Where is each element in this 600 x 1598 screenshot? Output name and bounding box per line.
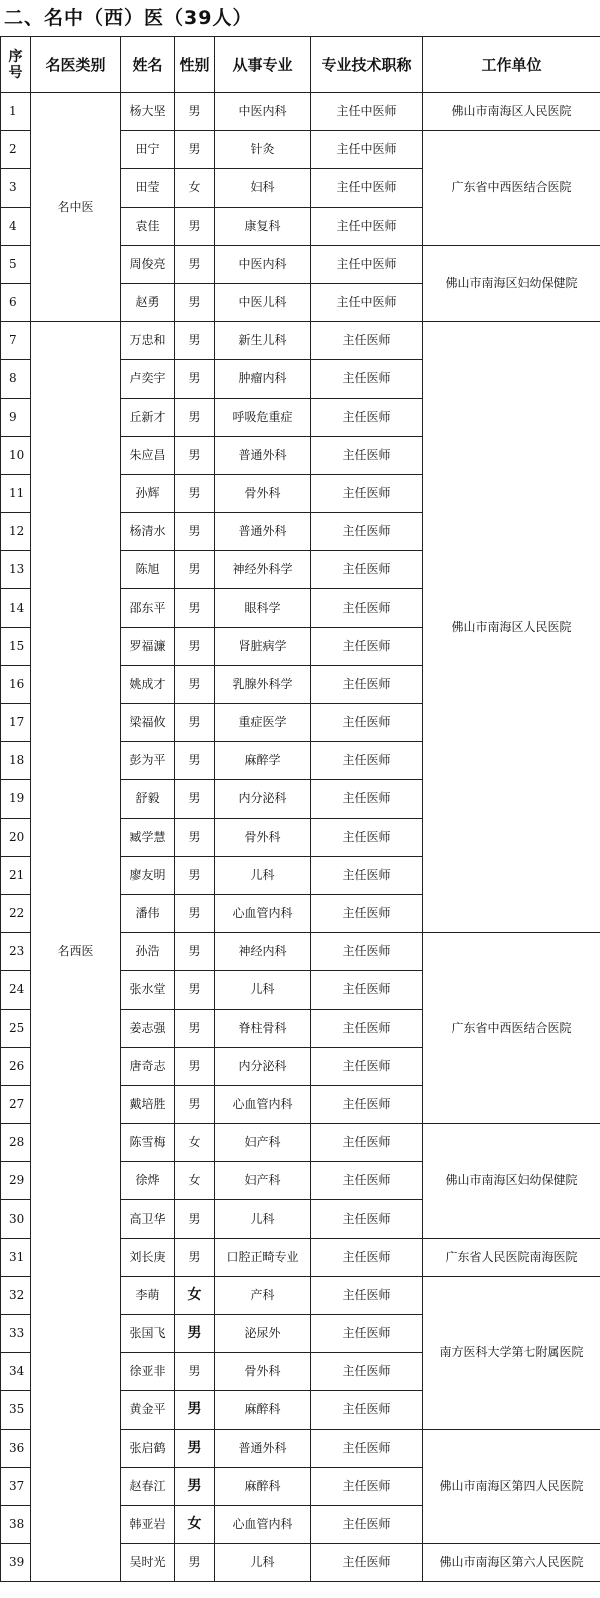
row-number: 34 (1, 1353, 31, 1391)
doctor-name: 舒毅 (121, 780, 175, 818)
doctor-gender: 男 (175, 1085, 215, 1123)
doctor-name: 朱应昌 (121, 436, 175, 474)
work-unit: 佛山市南海区妇幼保健院 (423, 245, 600, 321)
header-gender: 性别 (175, 37, 215, 93)
row-number: 8 (1, 360, 31, 398)
row-number: 35 (1, 1391, 31, 1429)
doctor-specialty: 内分泌科 (215, 1047, 311, 1085)
doctor-name: 田莹 (121, 169, 175, 207)
doctor-name: 孙浩 (121, 933, 175, 971)
doctor-rank: 主任医师 (311, 513, 423, 551)
header-category: 名医类别 (31, 37, 121, 93)
doctor-rank: 主任医师 (311, 1505, 423, 1543)
doctor-name: 徐烨 (121, 1162, 175, 1200)
doctor-gender: 男 (175, 283, 215, 321)
doctor-specialty: 口腔正畸专业 (215, 1238, 311, 1276)
table-row (1, 93, 600, 131)
doctor-name: 梁福攸 (121, 704, 175, 742)
doctor-rank: 主任医师 (311, 1353, 423, 1391)
doctor-specialty: 中医儿科 (215, 283, 311, 321)
doctor-rank: 主任医师 (311, 1238, 423, 1276)
header-specialty: 从事专业 (215, 37, 311, 93)
doctor-rank: 主任医师 (311, 322, 423, 360)
doctor-specialty: 麻醉科 (215, 1391, 311, 1429)
doctor-name: 刘长庚 (121, 1238, 175, 1276)
doctor-rank: 主任医师 (311, 360, 423, 398)
row-number: 18 (1, 742, 31, 780)
row-number: 21 (1, 856, 31, 894)
doctor-rank: 主任医师 (311, 1315, 423, 1353)
doctor-gender: 男 (175, 1429, 215, 1467)
row-number: 13 (1, 551, 31, 589)
doctor-gender: 男 (175, 551, 215, 589)
doctor-rank: 主任中医师 (311, 93, 423, 131)
doctor-rank: 主任医师 (311, 1009, 423, 1047)
doctor-gender: 男 (175, 245, 215, 283)
page-title: 二、名中（西）医（39人） (4, 7, 253, 29)
doctor-name: 周俊亮 (121, 245, 175, 283)
doctor-gender: 男 (175, 436, 215, 474)
doctor-gender: 男 (175, 474, 215, 512)
doctor-name: 张启鹤 (121, 1429, 175, 1467)
header-no: 序号 (1, 37, 31, 93)
row-number: 7 (1, 322, 31, 360)
doctor-specialty: 乳腺外科学 (215, 665, 311, 703)
row-number: 36 (1, 1429, 31, 1467)
row-number: 31 (1, 1238, 31, 1276)
row-number: 1 (1, 93, 31, 131)
row-number: 33 (1, 1315, 31, 1353)
doctor-gender: 男 (175, 704, 215, 742)
doctor-specialty: 妇科 (215, 169, 311, 207)
doctor-name: 高卫华 (121, 1200, 175, 1238)
doctor-specialty: 产科 (215, 1276, 311, 1314)
doctor-name: 张国飞 (121, 1315, 175, 1353)
doctor-rank: 主任医师 (311, 1429, 423, 1467)
doctor-specialty: 儿科 (215, 1544, 311, 1582)
doctor-gender: 男 (175, 1238, 215, 1276)
doctor-gender: 男 (175, 207, 215, 245)
doctor-name: 姜志强 (121, 1009, 175, 1047)
row-number: 32 (1, 1276, 31, 1314)
doctor-rank: 主任医师 (311, 818, 423, 856)
doctor-rank: 主任医师 (311, 1544, 423, 1582)
doctor-gender: 男 (175, 131, 215, 169)
doctor-gender: 男 (175, 780, 215, 818)
row-number: 14 (1, 589, 31, 627)
doctor-gender: 男 (175, 1315, 215, 1353)
doctor-specialty: 脊柱骨科 (215, 1009, 311, 1047)
doctor-gender: 女 (175, 1124, 215, 1162)
doctor-specialty: 普通外科 (215, 1429, 311, 1467)
doctor-specialty: 儿科 (215, 1200, 311, 1238)
doctor-name: 李萌 (121, 1276, 175, 1314)
doctor-specialty: 心血管内科 (215, 894, 311, 932)
doctor-rank: 主任医师 (311, 742, 423, 780)
doctor-rank: 主任医师 (311, 1391, 423, 1429)
doctor-name: 黄金平 (121, 1391, 175, 1429)
doctor-specialty: 心血管内科 (215, 1085, 311, 1123)
doctor-gender: 男 (175, 1467, 215, 1505)
doctor-rank: 主任医师 (311, 398, 423, 436)
doctor-name: 万忠和 (121, 322, 175, 360)
doctor-rank: 主任医师 (311, 1200, 423, 1238)
doctor-specialty: 妇产科 (215, 1124, 311, 1162)
doctor-specialty: 普通外科 (215, 513, 311, 551)
table-header-row (1, 37, 600, 93)
row-number: 17 (1, 704, 31, 742)
doctor-specialty: 麻醉学 (215, 742, 311, 780)
doctor-rank: 主任医师 (311, 551, 423, 589)
doctor-rank: 主任中医师 (311, 169, 423, 207)
doctor-name: 张水堂 (121, 971, 175, 1009)
doctor-specialty: 肾脏病学 (215, 627, 311, 665)
doctor-name: 赵春江 (121, 1467, 175, 1505)
doctor-specialty: 妇产科 (215, 1162, 311, 1200)
doctor-rank: 主任医师 (311, 1085, 423, 1123)
row-number: 15 (1, 627, 31, 665)
row-number: 23 (1, 933, 31, 971)
row-number: 30 (1, 1200, 31, 1238)
doctor-gender: 男 (175, 1009, 215, 1047)
doctor-name: 田宁 (121, 131, 175, 169)
doctor-specialty: 神经内科 (215, 933, 311, 971)
doctor-specialty: 神经外科学 (215, 551, 311, 589)
doctor-specialty: 普通外科 (215, 436, 311, 474)
doctor-name: 姚成才 (121, 665, 175, 703)
doctor-specialty: 心血管内科 (215, 1505, 311, 1543)
doctor-specialty: 针灸 (215, 131, 311, 169)
doctor-specialty: 中医内科 (215, 245, 311, 283)
doctor-name: 杨清水 (121, 513, 175, 551)
doctor-rank: 主任医师 (311, 1047, 423, 1085)
doctor-name: 陈雪梅 (121, 1124, 175, 1162)
work-unit: 广东省人民医院南海医院 (423, 1238, 600, 1276)
row-number: 6 (1, 283, 31, 321)
doctor-gender: 男 (175, 1200, 215, 1238)
doctor-name: 赵勇 (121, 283, 175, 321)
row-number: 37 (1, 1467, 31, 1505)
row-number: 29 (1, 1162, 31, 1200)
doctor-rank: 主任医师 (311, 1162, 423, 1200)
work-unit: 南方医科大学第七附属医院 (423, 1276, 600, 1429)
doctor-name: 戴培胜 (121, 1085, 175, 1123)
doctor-specialty: 骨外科 (215, 1353, 311, 1391)
doctor-name: 陈旭 (121, 551, 175, 589)
doctor-rank: 主任医师 (311, 780, 423, 818)
doctor-specialty: 泌尿外 (215, 1315, 311, 1353)
row-number: 16 (1, 665, 31, 703)
category-cell: 名西医 (31, 322, 121, 1582)
doctor-gender: 男 (175, 856, 215, 894)
doctor-name: 邵东平 (121, 589, 175, 627)
work-unit: 佛山市南海区人民医院 (423, 322, 600, 933)
doctor-name: 徐亚非 (121, 1353, 175, 1391)
doctor-rank: 主任医师 (311, 589, 423, 627)
doctor-gender: 男 (175, 818, 215, 856)
doctor-name: 孙辉 (121, 474, 175, 512)
doctor-rank: 主任医师 (311, 1467, 423, 1505)
doctor-name: 罗福濂 (121, 627, 175, 665)
work-unit: 佛山市南海区第六人民医院 (423, 1544, 600, 1582)
doctor-rank: 主任中医师 (311, 245, 423, 283)
doctor-gender: 男 (175, 894, 215, 932)
table-row (1, 322, 600, 360)
row-number: 4 (1, 207, 31, 245)
work-unit: 佛山市南海区人民医院 (423, 93, 600, 131)
doctor-specialty: 骨外科 (215, 474, 311, 512)
doctor-rank: 主任医师 (311, 894, 423, 932)
header-name: 姓名 (121, 37, 175, 93)
row-number: 19 (1, 780, 31, 818)
category-cell: 名中医 (31, 93, 121, 322)
doctor-gender: 男 (175, 742, 215, 780)
doctor-gender: 女 (175, 1276, 215, 1314)
doctor-gender: 男 (175, 1544, 215, 1582)
doctor-gender: 男 (175, 398, 215, 436)
header-unit: 工作单位 (423, 37, 600, 93)
doctor-rank: 主任医师 (311, 971, 423, 1009)
doctor-rank: 主任医师 (311, 856, 423, 894)
doctor-gender: 男 (175, 627, 215, 665)
doctor-rank: 主任中医师 (311, 131, 423, 169)
doctor-rank: 主任医师 (311, 1276, 423, 1314)
doctor-specialty: 康复科 (215, 207, 311, 245)
row-number: 24 (1, 971, 31, 1009)
row-number: 10 (1, 436, 31, 474)
row-number: 9 (1, 398, 31, 436)
doctor-gender: 男 (175, 971, 215, 1009)
work-unit: 佛山市南海区第四人民医院 (423, 1429, 600, 1544)
doctor-rank: 主任医师 (311, 436, 423, 474)
doctor-rank: 主任医师 (311, 704, 423, 742)
row-number: 39 (1, 1544, 31, 1582)
doctor-gender: 男 (175, 1353, 215, 1391)
doctor-rank: 主任中医师 (311, 283, 423, 321)
row-number: 28 (1, 1124, 31, 1162)
doctor-rank: 主任医师 (311, 1124, 423, 1162)
doctor-rank: 主任医师 (311, 933, 423, 971)
doctor-name: 唐奇志 (121, 1047, 175, 1085)
row-number: 2 (1, 131, 31, 169)
doctor-name: 袁佳 (121, 207, 175, 245)
doctor-specialty: 儿科 (215, 971, 311, 1009)
table-body (1, 93, 600, 1582)
doctor-specialty: 呼吸危重症 (215, 398, 311, 436)
doctor-gender: 女 (175, 1505, 215, 1543)
doctor-specialty: 儿科 (215, 856, 311, 894)
row-number: 20 (1, 818, 31, 856)
doctor-name: 韩亚岩 (121, 1505, 175, 1543)
doctor-gender: 男 (175, 589, 215, 627)
header-rank: 专业技术职称 (311, 37, 423, 93)
doctor-name: 吴时光 (121, 1544, 175, 1582)
row-number: 22 (1, 894, 31, 932)
doctor-specialty: 中医内科 (215, 93, 311, 131)
row-number: 26 (1, 1047, 31, 1085)
doctor-specialty: 骨外科 (215, 818, 311, 856)
doctor-name: 卢奕宇 (121, 360, 175, 398)
doctor-roster-table (0, 36, 600, 1582)
doctor-name: 彭为平 (121, 742, 175, 780)
doctor-gender: 男 (175, 322, 215, 360)
doctor-specialty: 重症医学 (215, 704, 311, 742)
doctor-specialty: 麻醉科 (215, 1467, 311, 1505)
doctor-rank: 主任中医师 (311, 207, 423, 245)
doctor-name: 臧学慧 (121, 818, 175, 856)
doctor-gender: 男 (175, 93, 215, 131)
doctor-gender: 男 (175, 665, 215, 703)
row-number: 11 (1, 474, 31, 512)
row-number: 25 (1, 1009, 31, 1047)
doctor-rank: 主任医师 (311, 665, 423, 703)
doctor-gender: 女 (175, 169, 215, 207)
row-number: 12 (1, 513, 31, 551)
doctor-name: 丘新才 (121, 398, 175, 436)
doctor-rank: 主任医师 (311, 627, 423, 665)
row-number: 27 (1, 1085, 31, 1123)
work-unit: 广东省中西医结合医院 (423, 131, 600, 246)
doctor-gender: 男 (175, 513, 215, 551)
doctor-specialty: 眼科学 (215, 589, 311, 627)
doctor-gender: 男 (175, 1391, 215, 1429)
doctor-specialty: 内分泌科 (215, 780, 311, 818)
doctor-gender: 男 (175, 1047, 215, 1085)
doctor-specialty: 新生儿科 (215, 322, 311, 360)
doctor-name: 廖友明 (121, 856, 175, 894)
row-number: 38 (1, 1505, 31, 1543)
doctor-name: 杨大坚 (121, 93, 175, 131)
doctor-gender: 男 (175, 360, 215, 398)
doctor-gender: 女 (175, 1162, 215, 1200)
doctor-rank: 主任医师 (311, 474, 423, 512)
work-unit: 广东省中西医结合医院 (423, 933, 600, 1124)
doctor-specialty: 肿瘤内科 (215, 360, 311, 398)
work-unit: 佛山市南海区妇幼保健院 (423, 1124, 600, 1239)
doctor-gender: 男 (175, 933, 215, 971)
row-number: 5 (1, 245, 31, 283)
doctor-name: 潘伟 (121, 894, 175, 932)
row-number: 3 (1, 169, 31, 207)
